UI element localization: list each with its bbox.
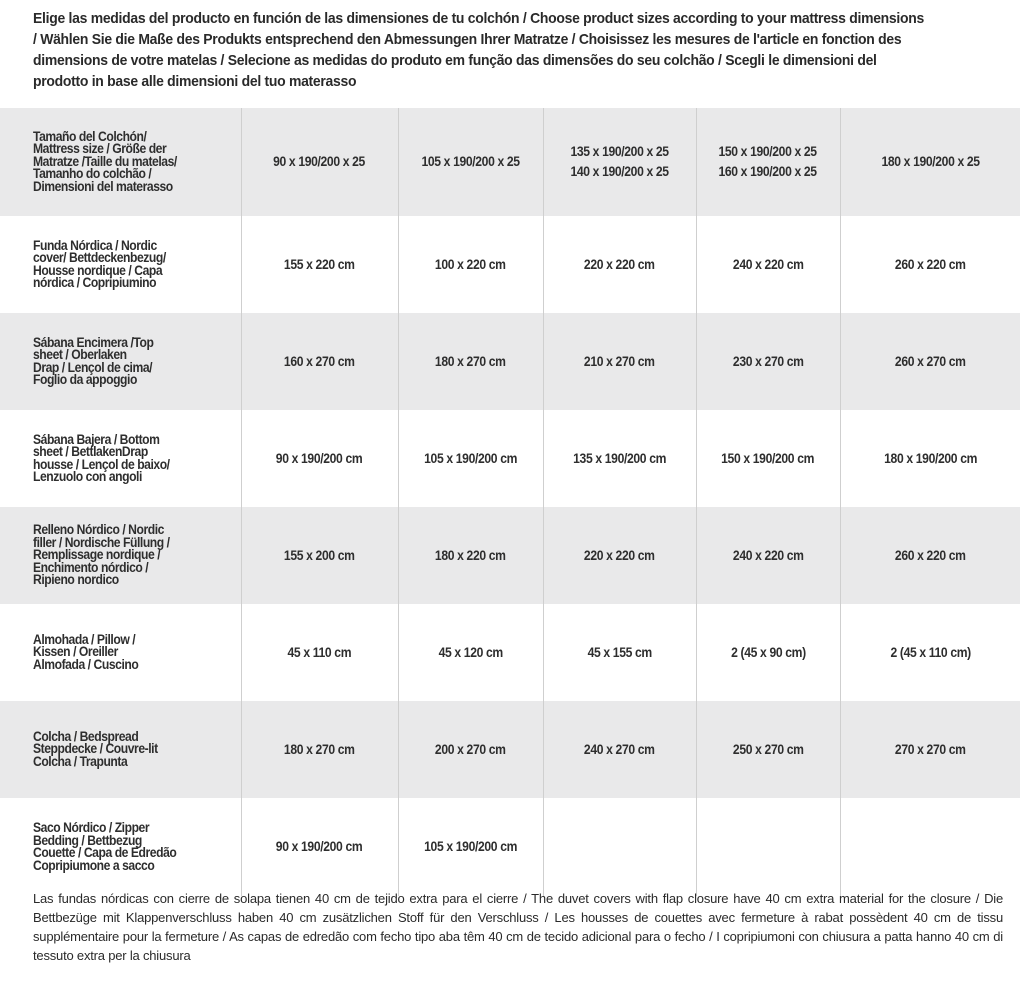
row-label: Relleno Nórdico / Nordic filler / Nordische Füllung / Remplissage nordique / Enchimento nórdico / Ripieno nordico (0, 507, 241, 604)
row-label: Funda Nórdica / Nordic cover/ Bettdeckenbezug/ Housse nordique / Capa nórdica / Copripiumino (33, 237, 166, 290)
size-cell: 90 x 190/200 cm (241, 410, 398, 507)
size-cell: 150 x 190/200 x 25 160 x 190/200 x 25 (696, 108, 840, 216)
row-label: Saco Nórdico / Zipper Bedding / Bettbezug Couette / Capa de Edredão Copripiumone a sacco (33, 820, 177, 873)
size-cell: 250 x 270 cm (696, 701, 840, 798)
size-cell: 105 x 190/200 cm (398, 798, 543, 896)
size-cell: 90 x 190/200 cm (241, 798, 398, 896)
size-cell: 240 x 220 cm (696, 507, 840, 604)
size-cell: 260 x 220 cm (840, 216, 1020, 313)
size-cell: 105 x 190/200 cm (398, 410, 543, 507)
table-row (0, 701, 1020, 798)
header-row (0, 108, 1020, 216)
table-row (0, 798, 1020, 896)
size-cell: 260 x 220 cm (840, 507, 1020, 604)
size-cell: 200 x 270 cm (398, 701, 543, 798)
size-cell: 220 x 220 cm (543, 507, 696, 604)
size-cell: 260 x 270 cm (840, 313, 1020, 410)
footer-note: Las fundas nórdicas con cierre de solapa tienen 40 cm de tejido extra para el cierre / The duvet covers with flap closure have 40 cm extra material for the closure / Die Bettbezüge mit Klappenverschluss haben 40 cm zusätzlichen Stoff für den Verschluss / Les housses de couettes avec fermeture à rabat possèdent 40 cm de tissu supplémentaire pour la fermeture / As capas de edredão com fecho tipo aba têm 40 cm de tecido adicional para o fecho / I copripiumoni con chiusura a patta hanno 40 cm di tessuto extra per la chiusura (33, 891, 1003, 963)
size-cell: 155 x 200 cm (241, 507, 398, 604)
table-row (0, 216, 1020, 313)
size-cell: 2 (45 x 110 cm) (840, 604, 1020, 701)
size-cell: 270 x 270 cm (840, 701, 1020, 798)
size-cell: 100 x 220 cm (398, 216, 543, 313)
size-cell: 45 x 155 cm (543, 604, 696, 701)
size-cell (840, 798, 1020, 896)
size-cell: 180 x 190/200 x 25 (840, 108, 1020, 216)
size-cell: 240 x 220 cm (696, 216, 840, 313)
row-label: Sábana Bajera / Bottom sheet / BettlakenDrap housse / Lençol de baixo/ Lenzuolo con angoli (33, 431, 170, 484)
table-row (0, 604, 1020, 701)
size-cell: 135 x 190/200 x 25 140 x 190/200 x 25 (543, 108, 696, 216)
size-cell: 220 x 220 cm (543, 216, 696, 313)
size-cell: 2 (45 x 90 cm) (696, 604, 840, 701)
size-cell: 180 x 220 cm (398, 507, 543, 604)
size-cell: 45 x 120 cm (398, 604, 543, 701)
row-label: Colcha / Bedspread Steppdecke / Couvre-lit Colcha / Trapunta (0, 701, 241, 798)
size-cell: 105 x 190/200 x 25 (398, 108, 543, 216)
row-label: Sábana Encimera /Top sheet / Oberlaken Drap / Lençol de cima/ Foglio da appoggio (0, 313, 241, 410)
size-cell (696, 798, 840, 896)
size-cell: 90 x 190/200 x 25 (241, 108, 398, 216)
size-cell: 230 x 270 cm (696, 313, 840, 410)
size-cell: 180 x 270 cm (398, 313, 543, 410)
size-cell (543, 798, 696, 896)
table-row (0, 410, 1020, 507)
size-cell: 155 x 220 cm (241, 216, 398, 313)
table-row (0, 313, 1020, 410)
table-row (0, 507, 1020, 604)
size-cell: 240 x 270 cm (543, 701, 696, 798)
size-cell: 210 x 270 cm (543, 313, 696, 410)
size-table (0, 108, 1020, 896)
row-label: Tamaño del Colchón/ Mattress size / Größe der Matratze /Taille du matelas/ Tamanho do colchão / Dimensioni del materasso (0, 108, 241, 216)
intro-text: Elige las medidas del producto en función de las dimensiones de tu colchón / Choose product sizes according to your mattress dimensions / Wählen Sie die Maße des Produkts entsprechend den Abmessungen Ihrer Matratze / Choisissez les mesures de l'article en fonction des dimensions de votre matelas / Selecione as medidas do produto em função das dimensões do seu colchão / Scegli le dimensioni del prodotto in base alle dimensioni del tuo materasso (33, 10, 924, 90)
size-cell: 150 x 190/200 cm (696, 410, 840, 507)
size-cell: 45 x 110 cm (241, 604, 398, 701)
size-cell: 160 x 270 cm (241, 313, 398, 410)
size-cell: 135 x 190/200 cm (543, 410, 696, 507)
size-cell: 180 x 270 cm (241, 701, 398, 798)
size-cell: 180 x 190/200 cm (840, 410, 1020, 507)
row-label: Almohada / Pillow / Kissen / Oreiller Almofada / Cuscino (33, 631, 139, 672)
